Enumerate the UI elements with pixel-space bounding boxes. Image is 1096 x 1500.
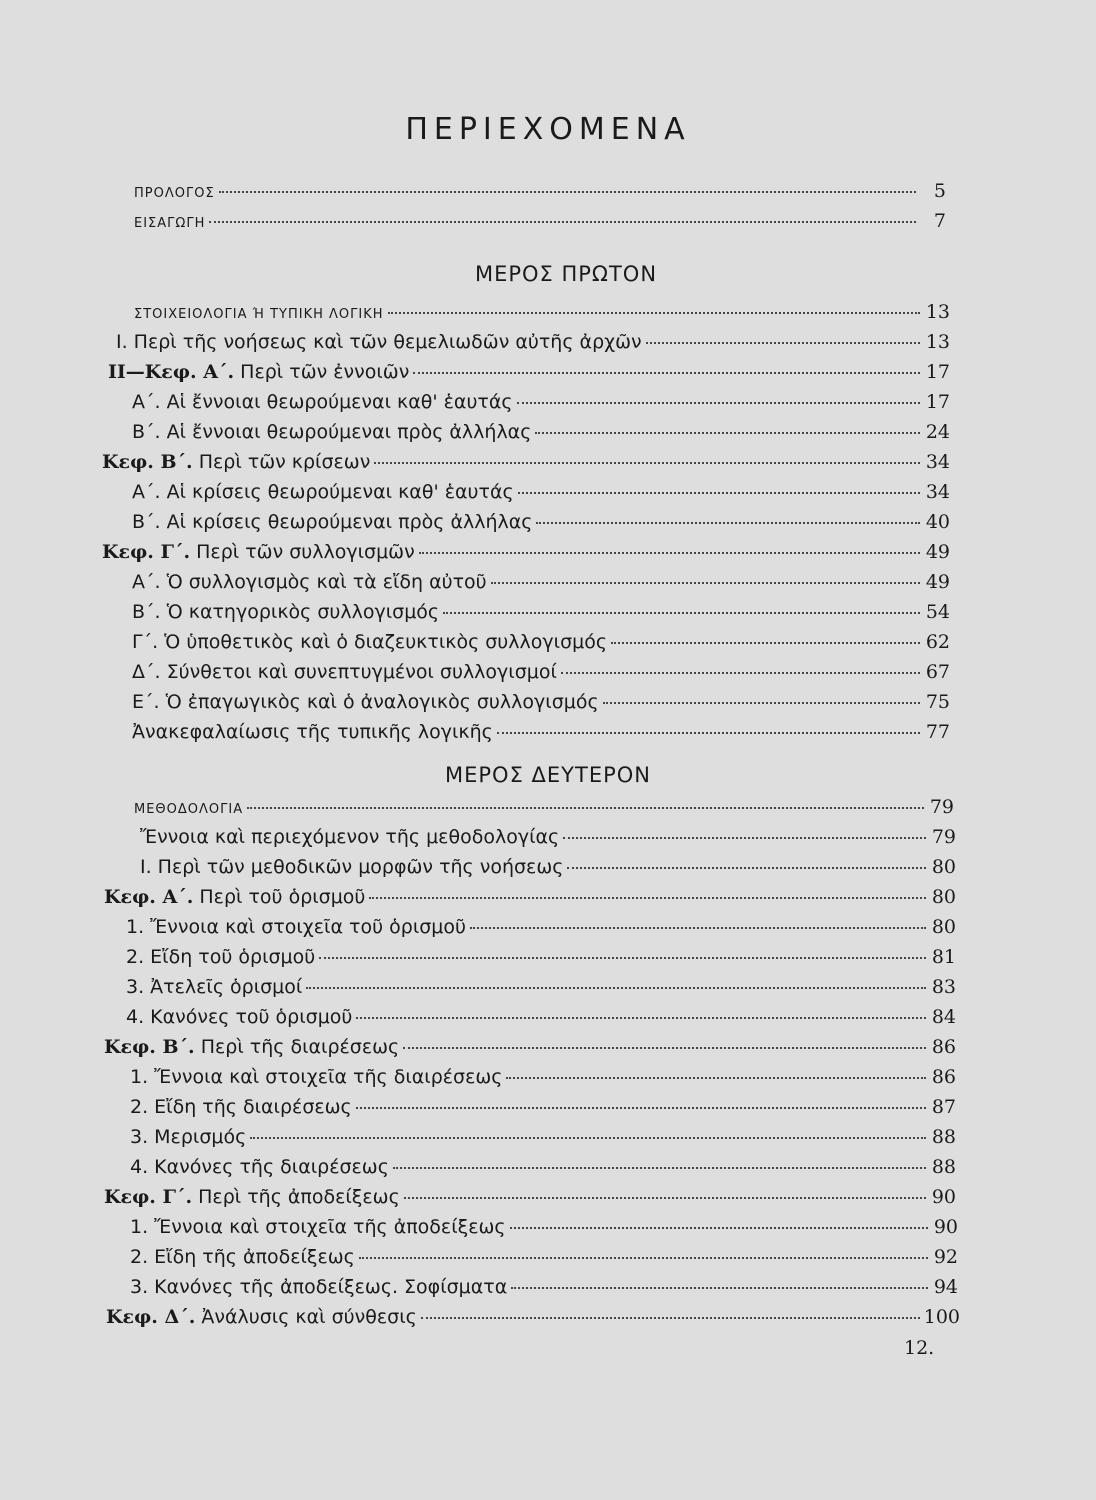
toc-entry-text: Δ΄. Σύνθετοι καὶ συνεπτυγμένοι συλλογισμοί (132, 661, 557, 683)
toc-entry (132, 631, 950, 661)
toc-entry-page: 5 (933, 180, 946, 202)
toc-entry-page: 17 (925, 391, 950, 413)
toc-entry-page: 13 (925, 301, 950, 323)
dot-leader (611, 642, 920, 644)
toc-entry (116, 331, 950, 361)
toc-entry-title (130, 1096, 352, 1118)
toc-entry-page: 100 (923, 1306, 960, 1328)
toc-entry-page: 40 (925, 511, 950, 533)
toc-entry-page: 80 (931, 856, 956, 878)
dot-leader (421, 1317, 920, 1319)
toc-entry (132, 601, 950, 631)
toc-entry-title (130, 1066, 502, 1088)
signature-number: 12. (904, 1337, 935, 1359)
chapter-prefix: Κεφ. Γ΄. (102, 541, 191, 563)
toc-entry-text: ΣΤΟΙΧΕΙΟΛΟΓΙΑ Ή ΤΥΠΙΚΗ ΛΟΓΙΚΗ (134, 307, 384, 322)
dot-leader (419, 552, 920, 554)
dot-leader (219, 191, 916, 193)
toc-entry-text: Ἀνάλυσις καὶ σύνθεσις (195, 1306, 417, 1328)
toc-entry-title (104, 1036, 399, 1058)
toc-entry-text: 3. Ἀτελεῖς ὁρισμοί (126, 976, 303, 998)
toc-entry-page: 84 (931, 1006, 956, 1028)
toc-entry-text: Ε΄. Ὁ ἐπαγωγικὸς καὶ ὁ ἀναλογικὸς συλλογισμός (132, 691, 599, 713)
toc-entry-text: 1. Ἔννοια καὶ στοιχεῖα τῆς διαιρέσεως (130, 1066, 503, 1088)
toc-entry (126, 916, 956, 946)
toc-entry-page: 79 (929, 796, 954, 818)
toc-entry-text: 2. Εἴδη τῆς ἀποδείξεως (130, 1246, 355, 1268)
toc-entry-title (134, 802, 243, 817)
dot-leader (404, 1197, 926, 1199)
dot-leader (535, 432, 920, 434)
toc-entry-title (132, 571, 487, 593)
toc-entry-title (132, 421, 531, 443)
toc-entry (126, 976, 956, 1006)
toc-entry (140, 826, 956, 856)
toc-entry (132, 391, 950, 421)
toc-entry-page: 24 (925, 421, 950, 443)
toc-entry-page: 62 (925, 631, 950, 653)
toc-entry-title (132, 721, 493, 743)
toc-entry (132, 421, 950, 451)
toc-entry-text: Α΄. Αἱ κρίσεις θεωρούμεναι καθ' ἑαυτάς (132, 481, 514, 503)
dot-leader (646, 342, 920, 344)
toc-entry-text: Β΄. Αἱ κρίσεις θεωρούμεναι πρὸς ἀλλήλας (132, 511, 533, 533)
toc-entry (126, 946, 956, 976)
toc-entry (132, 721, 950, 751)
toc-entry-text: Ἔννοια καὶ περιεχόμενον τῆς μεθοδολογίας (140, 826, 560, 848)
toc-entry-text: Α΄. Αἱ ἔννοιαι θεωρούμεναι καθ' ἑαυτάς (132, 391, 513, 413)
toc-entry (130, 1276, 958, 1306)
toc-entry-page: 83 (931, 976, 956, 998)
toc-entry (102, 451, 950, 481)
dot-leader (470, 927, 926, 929)
toc-entry-title (130, 1156, 389, 1178)
toc-entry-page: 67 (925, 661, 950, 683)
toc-entry (108, 361, 950, 391)
dot-leader (393, 1167, 926, 1169)
toc-entry-page: 34 (925, 481, 950, 503)
dot-leader (359, 1257, 928, 1259)
toc-entry-text: ΕΙΣΑΓΩΓΗ (134, 216, 206, 231)
toc-entry-page: 80 (931, 916, 956, 938)
toc-entry (130, 1066, 956, 1096)
toc-entry-page: 77 (925, 721, 950, 743)
dot-leader (209, 221, 916, 223)
toc-entry (132, 571, 950, 601)
chapter-prefix: Κεφ. Γ΄. (104, 1186, 193, 1208)
toc-entry-title (116, 331, 642, 353)
dot-leader (506, 1077, 926, 1079)
toc-entry (132, 511, 950, 541)
toc-entry (132, 691, 950, 721)
toc-entry-title (132, 511, 532, 533)
toc-entry (130, 1216, 958, 1246)
toc-entry-page: 17 (925, 361, 950, 383)
toc-entry-title (132, 391, 513, 413)
toc-entry-text: Γ΄. Ὁ ὑποθετικὸς καὶ ὁ διαζευκτικὸς συλλογισμός (132, 631, 607, 653)
toc-entry-text: 2. Εἴδη τῆς διαιρέσεως (130, 1096, 352, 1118)
dot-leader (247, 807, 924, 809)
toc-entry (104, 1036, 956, 1066)
toc-entry-text: Περὶ τῶν συλλογισμῶν (190, 541, 415, 563)
toc-entry-title (132, 661, 557, 683)
toc-entry-title (132, 691, 599, 713)
toc-entry (130, 1246, 958, 1276)
toc-entry-page: 79 (931, 826, 956, 848)
dot-leader (356, 1107, 926, 1109)
toc-entry-title (140, 856, 563, 878)
dot-leader (511, 1287, 928, 1289)
toc-entry-page: 92 (933, 1246, 958, 1268)
dot-leader (491, 582, 920, 584)
toc-entry (132, 661, 950, 691)
dot-leader (510, 1227, 928, 1229)
toc-entry-title (130, 1276, 507, 1298)
toc-entry-page: 49 (925, 571, 950, 593)
dot-leader (403, 1047, 926, 1049)
toc-entry-text: I. Περὶ τῶν μεθοδικῶν μορφῶν τῆς νοήσεως (140, 856, 564, 878)
chapter-prefix: Κεφ. Β΄. (104, 1036, 195, 1058)
dot-leader (603, 702, 920, 704)
toc-entry-page: 94 (933, 1276, 958, 1298)
toc-entry-title (140, 826, 559, 848)
toc-entry-title (126, 976, 302, 998)
toc-entry (140, 856, 956, 886)
toc-entry-text: Β΄. Αἱ ἔννοιαι θεωρούμεναι πρὸς ἀλλήλας (132, 421, 532, 443)
toc-entry-text: 4. Κανόνες τῆς διαιρέσεως (130, 1156, 389, 1178)
toc-entry-text: Περὶ τοῦ ὁρισμοῦ (193, 886, 366, 908)
toc-entry-title (126, 916, 466, 938)
chapter-prefix: Κεφ. Β΄. (102, 451, 193, 473)
toc-entry (132, 481, 950, 511)
dot-leader (319, 957, 926, 959)
toc-entry-text: Περὶ τῆς ἀποδείξεως (192, 1186, 400, 1208)
dot-leader (250, 1137, 926, 1139)
toc-entry (104, 886, 956, 916)
toc-entry (130, 1156, 956, 1186)
toc-entry (134, 210, 946, 240)
toc-entry-page: 7 (933, 210, 946, 232)
toc-entry-page: 81 (931, 946, 956, 968)
toc-entry-title (102, 451, 370, 473)
dot-leader (369, 897, 926, 899)
toc-entry-page: 34 (925, 451, 950, 473)
toc-entry-text: 1. Ἔννοια καὶ στοιχεῖα τοῦ ὁρισμοῦ (126, 916, 467, 938)
toc-entry-title (130, 1246, 355, 1268)
toc-entry-title (102, 541, 415, 563)
toc-entry-page: 90 (931, 1186, 956, 1208)
toc-entry (130, 1126, 956, 1156)
toc-entry-title (130, 1126, 246, 1148)
toc-entry-title (134, 307, 384, 322)
toc-entry (134, 796, 954, 826)
toc-entry-page: 75 (925, 691, 950, 713)
toc-entry (126, 1006, 956, 1036)
toc-entry-text: Α΄. Ὁ συλλογισμὸς καὶ τὰ εἴδη αὐτοῦ (132, 571, 487, 593)
dot-leader (388, 312, 920, 314)
toc-entry-title (132, 601, 439, 623)
part-two-heading: ΜΕΡΟΣ ΔΕΥΤΕΡΟΝ (445, 763, 651, 787)
toc-entry-title (134, 186, 215, 201)
toc-entry-text: Β΄. Ὁ κατηγορικὸς συλλογισμός (132, 601, 440, 623)
toc-entry-page: 80 (931, 886, 956, 908)
toc-entry-text: 3. Μερισμός (130, 1126, 247, 1148)
toc-entry-text: I. Περὶ τῆς νοήσεως καὶ τῶν θεμελιωδῶν αὐτῆς ἀρχῶν (116, 331, 642, 353)
toc-entry (104, 1186, 956, 1216)
dot-leader (306, 987, 926, 989)
toc-entry (134, 180, 946, 210)
dot-leader (413, 372, 920, 374)
toc-entry-title (134, 216, 205, 231)
dot-leader (497, 732, 920, 734)
toc-entry-title (104, 1186, 400, 1208)
toc-entry-text: ΜΕΘΟΔΟΛΟΓΙΑ (134, 802, 244, 817)
toc-entry-text: 2. Εἴδη τοῦ ὁρισμοῦ (126, 946, 316, 968)
dot-leader (518, 492, 920, 494)
toc-entry-text: ΠΡΟΛΟΓΟΣ (134, 186, 215, 201)
toc-entry-text: Περὶ τῆς διαιρέσεως (194, 1036, 400, 1058)
dot-leader (567, 867, 926, 869)
toc-entry-title (132, 481, 514, 503)
dot-leader (517, 402, 920, 404)
toc-entry-title (130, 1216, 506, 1238)
toc-entry (102, 541, 950, 571)
toc-entry-page: 86 (931, 1036, 956, 1058)
part-one-heading: ΜΕΡΟΣ ΠΡΩΤΟΝ (474, 262, 658, 286)
toc-entry-text: 3. Κανόνες τῆς ἀποδείξεως. Σοφίσματα (130, 1276, 508, 1298)
toc-entry (130, 1096, 956, 1126)
toc-entry-page: 54 (925, 601, 950, 623)
chapter-prefix: II—Κεφ. Α΄. (108, 361, 235, 383)
toc-entry-text: Ἀνακεφαλαίωσις τῆς τυπικῆς λογικῆς (132, 721, 493, 743)
toc-entry-text: Περὶ τῶν κρίσεων (192, 451, 371, 473)
toc-entry-title (108, 361, 409, 383)
toc-entry-text: 4. Κανόνες τοῦ ὁρισμοῦ (126, 1006, 353, 1028)
toc-entry-text: Περὶ τῶν ἐννοιῶν (234, 361, 410, 383)
toc-entry-page: 88 (931, 1126, 956, 1148)
toc-entry-page: 49 (925, 541, 950, 563)
toc-entry-title (106, 1306, 417, 1328)
toc-entry-page: 13 (925, 331, 950, 353)
chapter-prefix: Κεφ. Α΄. (104, 886, 194, 908)
toc-entry-title (132, 631, 607, 653)
toc-entry (106, 1306, 960, 1336)
toc-entry-page: 87 (931, 1096, 956, 1118)
dot-leader (536, 522, 920, 524)
toc-entry-page: 86 (931, 1066, 956, 1088)
toc-entry-page: 88 (931, 1156, 956, 1178)
dot-leader (563, 837, 926, 839)
dot-leader (443, 612, 920, 614)
toc-entry-title (104, 886, 365, 908)
dot-leader (356, 1017, 926, 1019)
toc-entry-title (126, 946, 315, 968)
toc-entry (134, 301, 950, 331)
page-title: ΠΕΡΙΕΧΟΜΕΝΑ (405, 112, 691, 147)
toc-entry-title (126, 1006, 352, 1028)
chapter-prefix: Κεφ. Δ΄. (106, 1306, 196, 1328)
dot-leader (374, 462, 920, 464)
toc-entry-page: 90 (933, 1216, 958, 1238)
dot-leader (561, 672, 920, 674)
toc-entry-text: 1. Ἔννοια καὶ στοιχεῖα τῆς ἀποδείξεως (130, 1216, 506, 1238)
